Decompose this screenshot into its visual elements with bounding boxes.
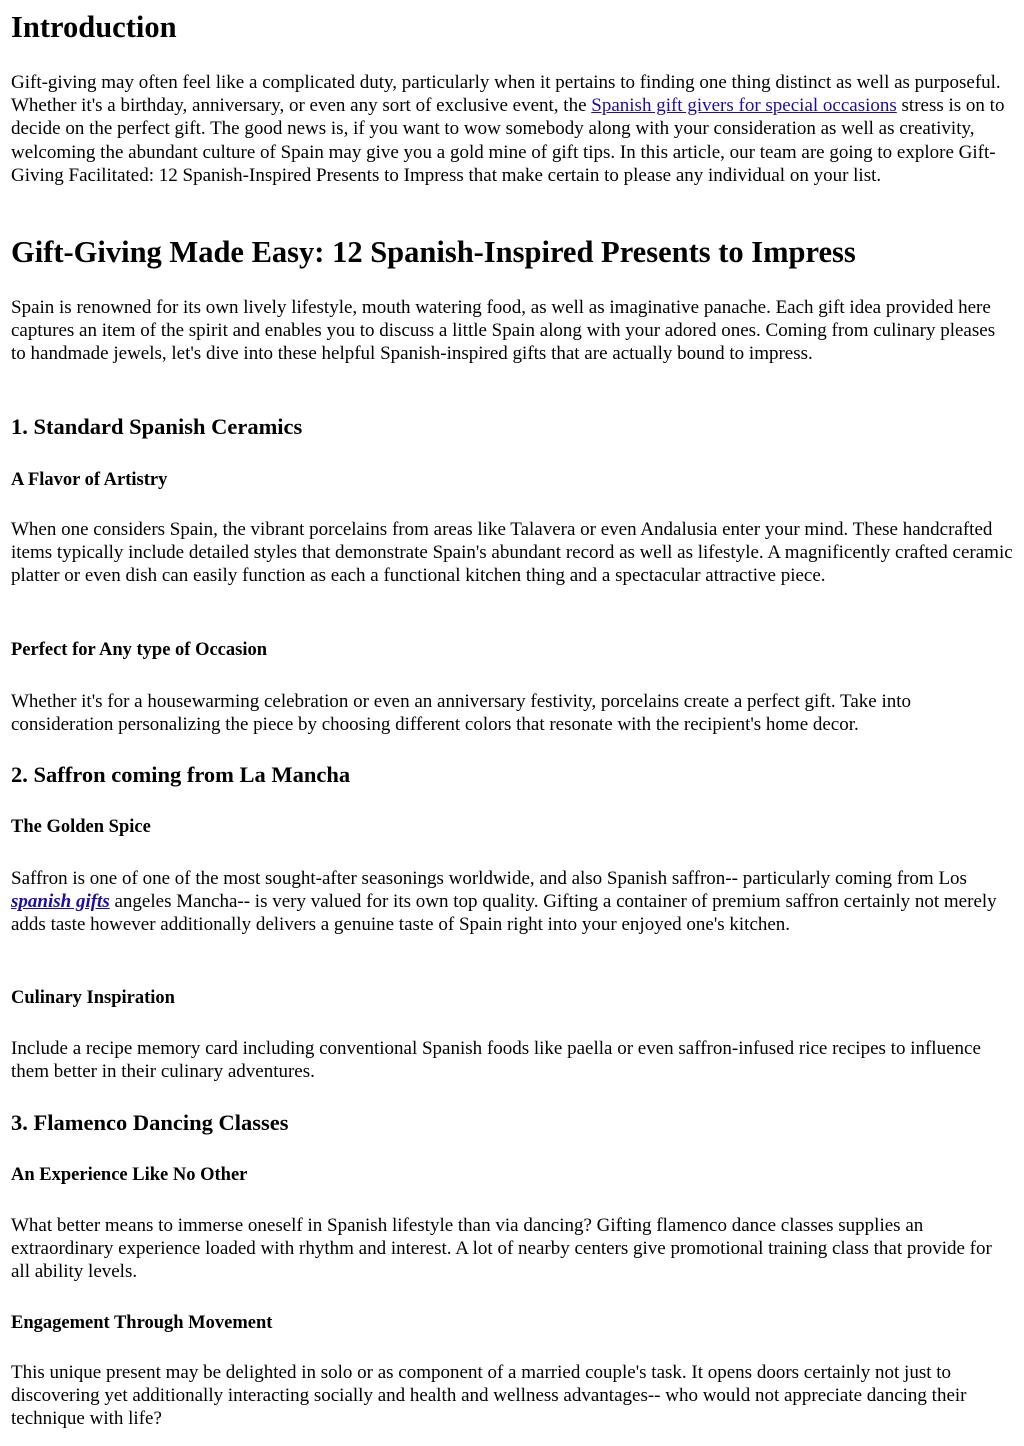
section-1-paragraph-2: Whether it's for a housewarming celebration or even an anniversary festivity, porcelains create a perfect gift. Take into consideration personalizing the piece by choosing different colors that resonate with the recipient's home decor. (11, 691, 911, 736)
section-1-subheading-1: A Flavor of Artistry (11, 470, 168, 490)
main-heading: Gift-Giving Made Easy: 12 Spanish-Inspired Presents to Impress (11, 235, 856, 269)
section-3-subheading-2: Engagement Through Movement (11, 1313, 273, 1333)
section-3-heading: 3. Flamenco Dancing Classes (11, 1110, 289, 1135)
intro-text-after-link: stress is on to decide on the perfect gift. The good news is, if you want to wow somebody along with your consideration as well as creativity, welcoming the abundant culture of Spain may give you a gold mine of gift tips. In this article, our team are going to explore Gift-Giving Facilitated: 12 Spanish-Inspired Presents to Impress that make certain to please any individual on your list. (11, 95, 1005, 186)
section-2-text-before-link: Saffron is one of one of the most sought-after seasonings worldwide, and also Spanish saffron-- particularly coming from Los (11, 868, 967, 889)
section-1-heading: 1. Standard Spanish Ceramics (11, 414, 303, 439)
intro-text-before-link: Gift-giving may often feel like a complicated duty, particularly when it pertains to finding one thing distinct as well as purposeful. Whether it's a birthday, anniversary, or even any sort of exclusive event, the (11, 72, 1001, 117)
section-1-subheading-2: Perfect for Any type of Occasion (11, 640, 268, 660)
spanish-gift-givers-link[interactable]: Spanish gift givers for special occasions (591, 95, 897, 117)
intro-heading: Introduction (11, 10, 177, 44)
section-2-heading: 2. Saffron coming from La Mancha (11, 762, 351, 787)
section-2-paragraph-1 (11, 867, 1014, 937)
section-3-subheading-1: An Experience Like No Other (11, 1165, 248, 1185)
section-3-paragraph-1: What better means to immerse oneself in Spanish lifestyle than via dancing? Gifting flamenco dance classes supplies an extraordinary experience loaded with rhythm and interest. A lot of nearby centers give promotional training class that provide for all ability levels. (11, 1215, 992, 1283)
section-2-text-after-link: angeles Mancha-- is very valued for its own top quality. Gifting a container of premium saffron certainly not merely adds taste however additionally delivers a genuine taste of Spain right into your enjoyed one's kitchen. (11, 891, 997, 936)
main-intro-paragraph: Spain is renowned for its own lively lifestyle, mouth watering food, as well as imaginative panache. Each gift idea provided here captures an item of the spirit and enables you to discuss a little Spain along with your adored ones. Coming from culinary pleases to handmade jewels, let's dive into these helpful Spanish-inspired gifts that are actually bound to impress. (11, 297, 996, 365)
section-2-subheading-1: The Golden Spice (11, 817, 151, 837)
spanish-gifts-link[interactable]: spanish gifts (11, 891, 110, 913)
intro-paragraph (11, 71, 1014, 187)
section-2-subheading-2: Culinary Inspiration (11, 988, 175, 1008)
section-1-paragraph-1: When one considers Spain, the vibrant porcelains from areas like Talavera or even Andalusia enter your mind. These handcrafted items typically include detailed styles that demonstrate Spain's abundant record as well as lifestyle. A magnificently crafted ceramic platter or even dish can easily function as each a functional kitchen thing and a spectacular attractive piece. (11, 519, 1013, 587)
section-2-paragraph-2: Include a recipe memory card including conventional Spanish foods like paella or even saffron-infused rice recipes to influence them better in their culinary adventures. (11, 1038, 981, 1083)
section-3-paragraph-2: This unique present may be delighted in solo or as component of a married couple's task. It opens doors certainly not just to discovering yet additionally interacting socially and health and wellness advantages-- who would not appreciate dancing their technique with life? (11, 1362, 967, 1430)
